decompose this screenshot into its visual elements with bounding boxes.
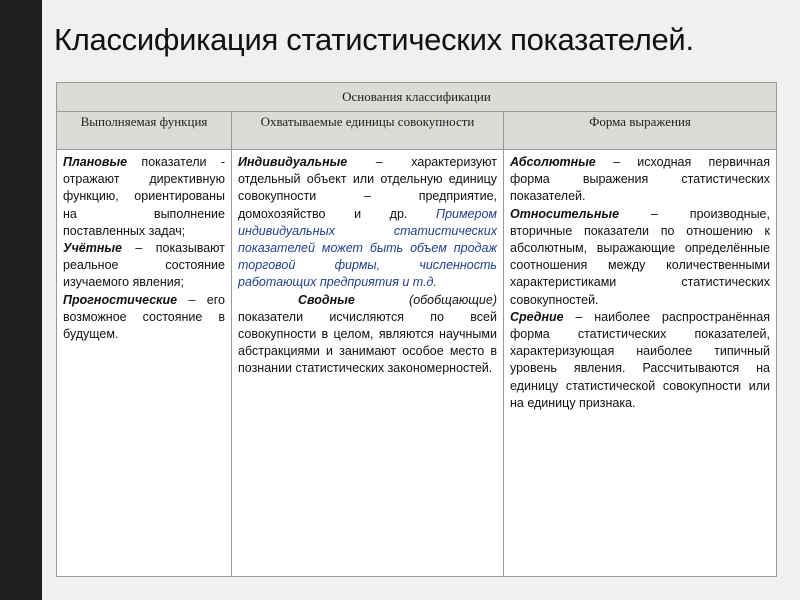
- left-decor-bar: [0, 0, 42, 600]
- item-uchetnye: [63, 240, 225, 292]
- item-svodnye: [238, 292, 497, 378]
- term-sred: Средние: [510, 309, 564, 324]
- item-sred: [510, 309, 770, 412]
- term-individ: Индивидуальные: [238, 155, 348, 169]
- table-header-main: Основания классификации: [57, 83, 777, 112]
- column-header-units: Охватываемые единицы совокупности: [232, 112, 504, 150]
- text-otn: – производные, вторичные показатели по отношению к абсолютным, выражающие определённые соотношения между количественными характеристиками статистических совокупностей.: [510, 206, 770, 307]
- cell-function: [57, 150, 232, 577]
- term-abs: Абсолютные: [510, 155, 596, 169]
- term-planovye: Плановые: [63, 155, 128, 169]
- column-header-function: Выполняемая функция: [57, 112, 232, 150]
- text-planovye: показатели - отражают директивную функцию, ориентированы на выполнение поставленных задач;: [63, 155, 225, 238]
- text-abs: – исходная первичная форма выражения статистических показателей.: [510, 155, 770, 204]
- text-uchetnye: – показывают реальное состояние изучаемого явления;: [63, 241, 225, 290]
- page-title: Классификация статистических показателей.: [54, 22, 694, 57]
- item-abs: [510, 154, 770, 206]
- term-uchetnye: Учётные: [63, 241, 122, 256]
- cell-units: [232, 150, 504, 577]
- item-individ: [238, 154, 497, 292]
- column-header-form: Форма выражения: [504, 112, 777, 150]
- item-otn: [510, 206, 770, 309]
- item-planovye: [63, 154, 225, 240]
- text-individ: – характеризуют отдельный объект или отдельную единицу совокупности – предприятие, домохозяйство и др.: [238, 155, 497, 221]
- text-prognos: – его возможное состояние в будущем.: [63, 292, 225, 342]
- term-otn: Относительные: [510, 206, 620, 221]
- paren-svodnye: (обобщающие): [409, 292, 497, 307]
- text-sred: – наиболее распространённая форма статистических показателей, характеризующая наиболее типичный уровень явления. Рассчитываются на единицу статистической совокупности или на единицу признака.: [510, 309, 770, 410]
- text-example: Примером индивидуальных статистических показателей может быть объем продаж торговой фирмы, численность работающих предприятия и т.д.: [238, 206, 497, 290]
- term-svodnye: Сводные: [298, 292, 355, 307]
- classification-table: [56, 82, 777, 577]
- term-prognos: Прогностические: [63, 292, 178, 307]
- cell-form: [504, 150, 777, 577]
- text-svodnye: показатели исчисляются по всей совокупности в целом, являются научными абстракциями и занимают особое место в познании статистических закономерностей.: [238, 309, 497, 376]
- item-prognos: [63, 292, 225, 344]
